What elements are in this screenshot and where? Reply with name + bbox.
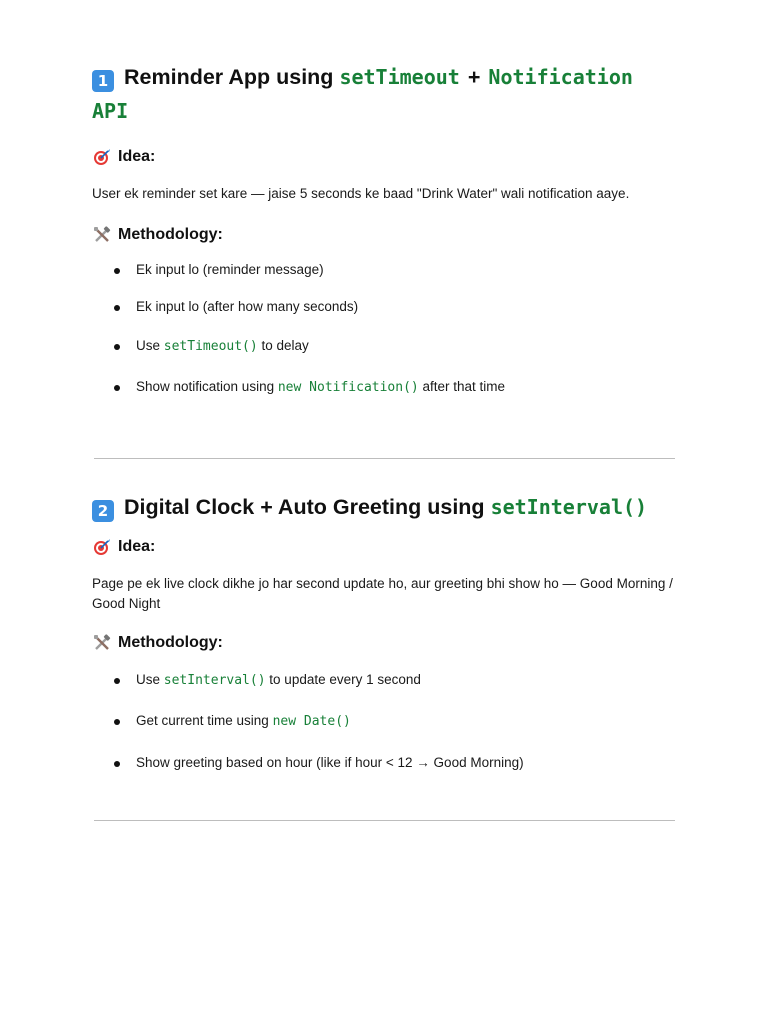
list-item [92,711,692,732]
list-item [92,670,692,691]
title-code-setinterval: setInterval() [490,495,648,519]
idea-heading [92,534,692,560]
tools-icon [92,633,112,653]
bullet-icon [114,761,120,767]
idea-text: Page pe ek live clock dikhe jo har second update ho, aur greeting bhi show ho — Good Morning / Good Night [92,576,673,611]
title-text: Digital Clock + Auto Greeting using [124,495,485,519]
bullet-icon [114,305,120,311]
inline-code: new Notification() [277,380,419,395]
list-item-after: after that time [422,379,506,394]
title-text: Reminder App using [124,65,334,89]
bullet-icon [114,719,120,725]
divider [94,820,675,821]
section-title [92,60,692,128]
list-item [92,753,692,773]
list-item [92,336,692,357]
tools-icon [92,225,112,245]
list-item-after: to update every 1 second [269,672,421,687]
bullet-icon [114,344,120,350]
title-plus: + [467,65,481,89]
idea-heading [92,144,692,170]
list-item-before: Get current time using [136,713,269,728]
list-item-before: Show notification using [136,379,275,394]
bullet-icon [114,678,120,684]
target-icon [92,147,112,167]
methodology-label: Methodology: [118,226,223,243]
list-item-before: Use [136,672,161,687]
idea-label: Idea: [118,538,156,555]
title-code-settimeout: setTimeout [339,65,460,89]
inline-code: new Date() [272,714,351,729]
methodology-list [92,260,692,398]
list-item [92,260,692,280]
bullet-icon [114,268,120,274]
inline-code: setInterval() [163,673,266,688]
methodology-list [92,670,692,773]
list-item-text: Ek input lo (reminder message) [136,262,324,277]
methodology-heading [92,630,692,656]
keycap-two-icon: 2 [92,500,114,522]
bullet-icon [114,385,120,391]
idea-label: Idea: [118,148,156,165]
list-item-text: Ek input lo (after how many seconds) [136,299,359,314]
keycap-one-icon: 1 [92,70,114,92]
list-item-after: to delay [261,338,309,353]
section-digital-clock [92,490,692,773]
title-code-notification: Notification [488,65,633,89]
methodology-heading [92,222,692,248]
title-code-api: API [92,99,129,123]
methodology-label: Methodology: [118,634,223,651]
idea-text: User ek reminder set kare — jaise 5 seconds ke baad "Drink Water" wali notification aaye. [92,186,630,201]
section-reminder-app [92,60,692,398]
list-item [92,377,692,398]
list-item-text: Show greeting based on hour (like if hour < 12 → Good Morning) [136,755,524,770]
inline-code: setTimeout() [163,339,258,354]
divider [94,458,675,459]
target-icon [92,537,112,557]
list-item-before: Use [136,338,161,353]
section-title [92,490,692,524]
list-item [92,297,692,317]
